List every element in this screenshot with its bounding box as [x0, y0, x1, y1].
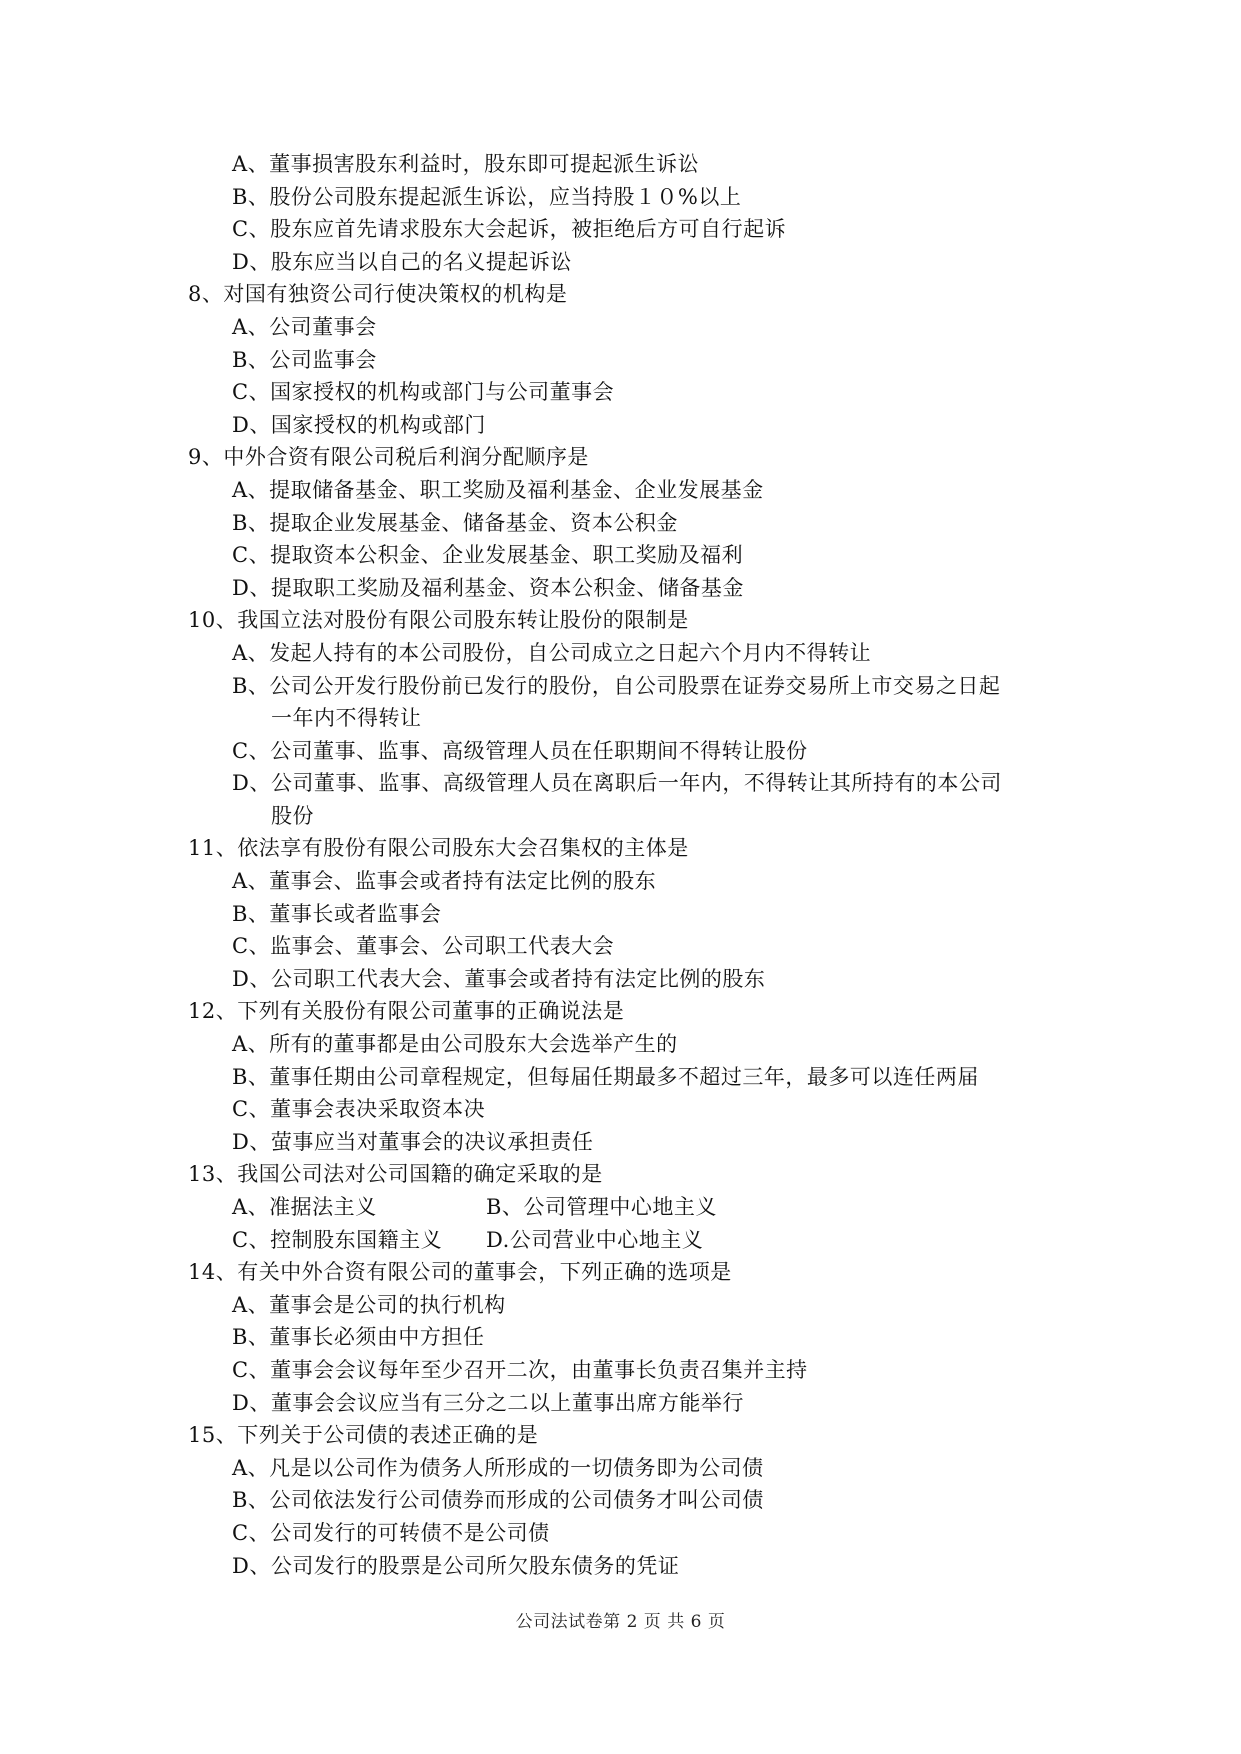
answer-option: C、国家授权的机构或部门与公司董事会: [232, 380, 615, 405]
answer-option: C、监事会、董事会、公司职工代表大会: [232, 934, 615, 959]
answer-option: A、凡是以公司作为债务人所形成的一切债务即为公司债: [232, 1455, 764, 1480]
answer-option: D、公司董事、监事、高级管理人员在离职后一年内，不得转让其所持有的本公司: [232, 771, 1002, 796]
question-list: [188, 148, 1068, 1582]
answer-option: D、国家授权的机构或部门: [232, 412, 486, 437]
answer-option: D、公司职工代表大会、董事会或者持有法定比例的股东: [232, 966, 766, 991]
answer-option: D.公司营业中心地主义: [486, 1227, 704, 1252]
answer-option: A、所有的董事都是由公司股东大会选举产生的: [232, 1032, 678, 1057]
option-continuation: 一年内不得转让: [271, 706, 422, 731]
question-stem: 12、下列有关股份有限公司董事的正确说法是: [188, 999, 625, 1024]
option-continuation: 股份: [271, 803, 314, 828]
answer-option: B、董事任期由公司章程规定，但每届任期最多不超过三年，最多可以连任两届: [232, 1064, 979, 1089]
answer-option: C、董事会会议每年至少召开二次，由董事长负责召集并主持: [232, 1357, 808, 1382]
question-stem: 8、对国有独资公司行使决策权的机构是: [188, 282, 568, 307]
answer-option: A、发起人持有的本公司股份，自公司成立之日起六个月内不得转让: [232, 640, 872, 665]
answer-option: C、董事会表决采取资本决: [232, 1097, 486, 1122]
answer-option: D、股东应当以自己的名义提起诉讼: [232, 249, 572, 274]
answer-option: A、公司董事会: [232, 314, 377, 339]
answer-option: D、萤事应当对董事会的决议承担责任: [232, 1129, 594, 1154]
answer-option: A、提取储备基金、职工奖励及福利基金、企业发展基金: [232, 477, 764, 502]
answer-option: B、提取企业发展基金、储备基金、资本公积金: [232, 510, 678, 535]
answer-option: C、公司董事、监事、高级管理人员在任职期间不得转让股份: [232, 738, 808, 763]
question-stem: 13、我国公司法对公司国籍的确定采取的是: [188, 1162, 603, 1187]
answer-option: A、董事会是公司的执行机构: [232, 1292, 506, 1317]
answer-option: A、准据法主义: [232, 1195, 377, 1219]
option-row: [188, 1191, 1068, 1224]
answer-option: B、董事长或者监事会: [232, 901, 442, 926]
answer-option: B、公司管理中心地主义: [486, 1195, 717, 1219]
answer-option: A、董事会、监事会或者持有法定比例的股东: [232, 869, 657, 894]
page-footer: 公司法试卷第 2 页 共 6 页: [515, 1612, 726, 1632]
answer-option: C、控制股东国籍主义: [232, 1227, 443, 1252]
question-stem: 15、下列关于公司债的表述正确的是: [188, 1423, 539, 1448]
question-stem: 11、依法享有股份有限公司股东大会召集权的主体是: [188, 836, 689, 861]
answer-option: A、董事损害股东利益时，股东即可提起派生诉讼: [232, 152, 700, 176]
answer-option: C、股东应首先请求股东大会起诉，被拒绝后方可自行起诉: [232, 217, 787, 242]
answer-option: B、公司依法发行公司债券而形成的公司债务才叫公司债: [232, 1488, 764, 1513]
answer-option: B、董事长必须由中方担任: [232, 1325, 485, 1350]
answer-option: C、提取资本公积金、企业发展基金、职工奖励及福利: [232, 543, 744, 568]
answer-option: B、股份公司股东提起派生诉讼，应当持股１０%以上: [232, 184, 742, 209]
question-stem: 14、有关中外合资有限公司的董事会，下列正确的选项是: [188, 1260, 732, 1285]
answer-option: B、公司公开发行股份前已发行的股份，自公司股票在证券交易所上市交易之日起: [232, 673, 1001, 698]
answer-option: C、公司发行的可转债不是公司债: [232, 1520, 550, 1545]
answer-option: D、董事会会议应当有三分之二以上董事出席方能举行: [232, 1390, 744, 1415]
answer-option: D、提取职工奖励及福利基金、资本公积金、储备基金: [232, 575, 744, 600]
question-stem: 10、我国立法对股份有限公司股东转让股份的限制是: [188, 608, 689, 633]
question-stem: 9、中外合资有限公司税后利润分配顺序是: [188, 445, 589, 470]
option-row: [188, 1224, 1068, 1257]
answer-option: B、公司监事会: [232, 347, 377, 372]
answer-option: D、公司发行的股票是公司所欠股东债务的凭证: [232, 1553, 680, 1578]
